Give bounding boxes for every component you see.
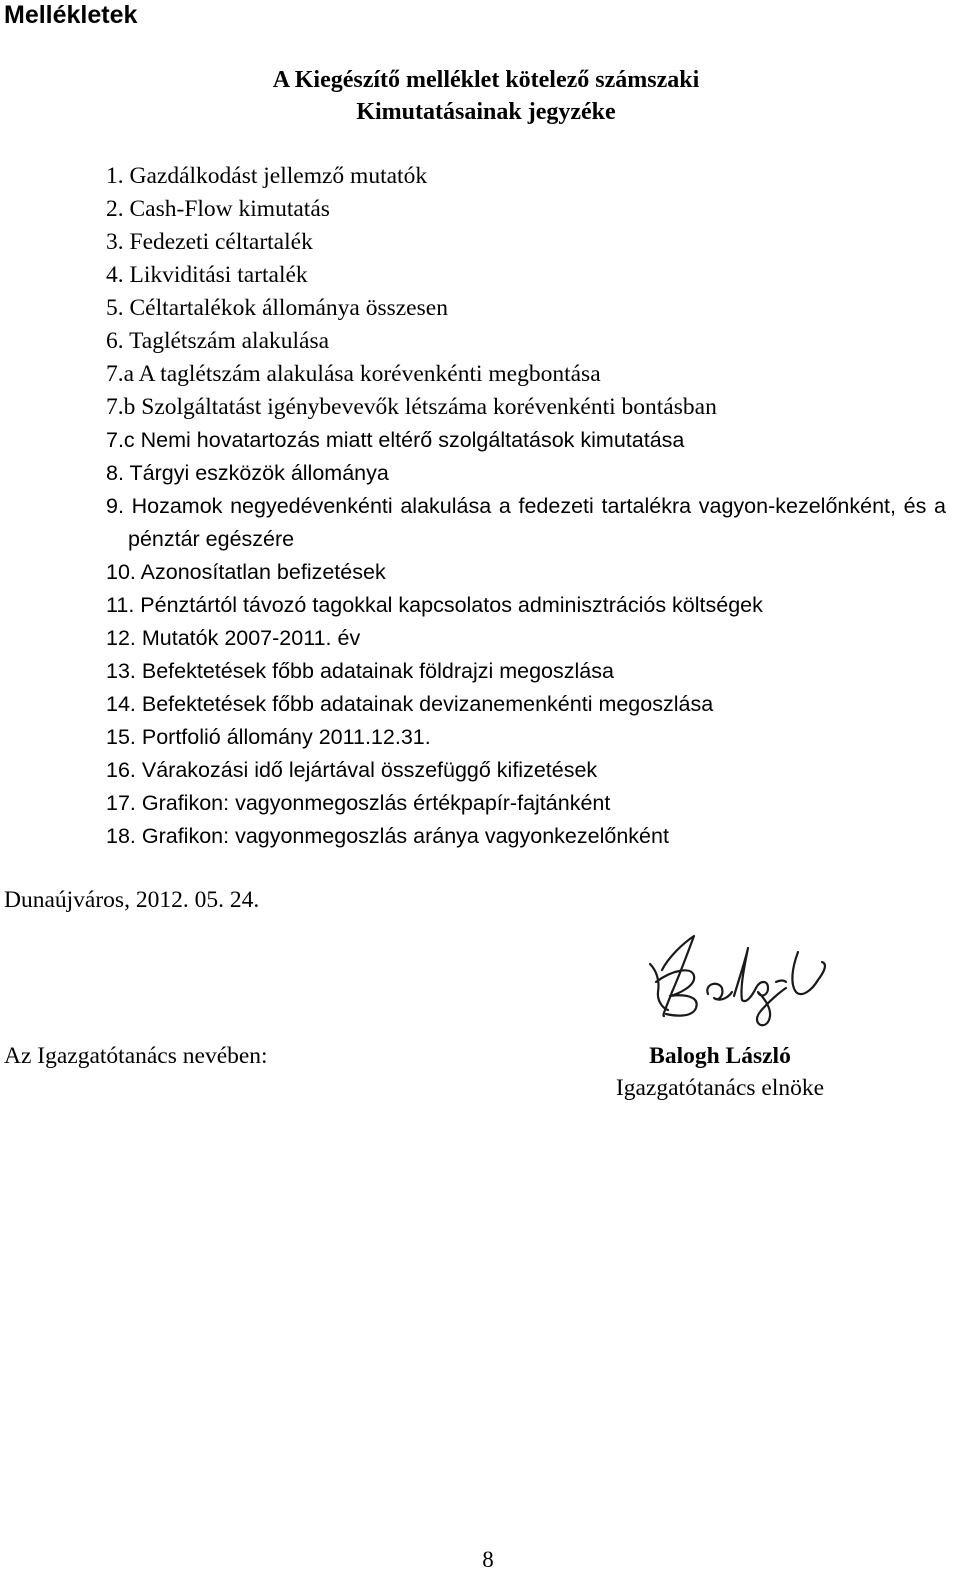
page-number: 8 — [482, 1547, 494, 1572]
list-item: 13. Befektetések főbb adatainak földrajzi megoszlása — [106, 659, 614, 683]
list-item: 18. Grafikon: vagyonmegoszlás aránya vagyonkezelőnként — [106, 824, 669, 848]
page-heading: Mellékletek — [4, 1, 138, 29]
list-item: 10. Azonosítatlan befizetések — [106, 560, 386, 584]
list-item: 6. Taglétszám alakulása — [106, 328, 330, 354]
list-item: 7.b Szolgáltatást igénybevevők létszáma korévenkénti bontásban — [106, 394, 717, 420]
signer-name: Balogh László — [649, 1043, 791, 1069]
list-item: 11. Pénztártól távozó tagokkal kapcsolatos adminisztrációs költségek — [106, 593, 763, 617]
list-item: 8. Tárgyi eszközök állománya — [106, 461, 389, 485]
list-item: 4. Likviditási tartalék — [106, 262, 308, 288]
handwritten-signature — [622, 918, 844, 1036]
list-item: 1. Gazdálkodást jellemző mutatók — [106, 163, 428, 189]
list-item: 16. Várakozási idő lejártával összefüggő kifizetések — [106, 758, 598, 782]
signer-role: Igazgatótanács elnöke — [615, 1075, 825, 1101]
list-item: 14. Befektetések főbb adatainak devizanemenkénti megoszlása — [106, 692, 714, 716]
list-item: 17. Grafikon: vagyonmegoszlás értékpapír-fajtánként — [106, 791, 611, 815]
list-item: 12. Mutatók 2007-2011. év — [106, 626, 361, 650]
list-item: 9. Hozamok negyedévenkénti alakulása a fedezeti tartalékra vagyon-kezelőnként, és a pénztár egészére — [106, 494, 946, 551]
list-item: 5. Céltartalékok állománya összesen — [106, 295, 448, 321]
statement-list — [106, 160, 946, 853]
place-and-date: Dunaújváros, 2012. 05. 24. — [4, 887, 260, 913]
document-title-line-2: Kimutatásainak jegyzéke — [356, 99, 616, 125]
list-item: 3. Fedezeti céltartalék — [106, 229, 313, 255]
list-item: 7.c Nemi hovatartozás miatt eltérő szolgáltatások kimutatása — [106, 428, 685, 452]
list-item: 7.a A taglétszám alakulása korévenkénti megbontása — [106, 361, 601, 387]
list-item: 2. Cash-Flow kimutatás — [106, 196, 330, 222]
document-title-line-1: A Kiegészítő melléklet kötelező számszaki — [272, 67, 700, 93]
on-behalf-label: Az Igazgatótanács nevében: — [4, 1043, 268, 1069]
list-item: 15. Portfolió állomány 2011.12.31. — [106, 725, 431, 749]
